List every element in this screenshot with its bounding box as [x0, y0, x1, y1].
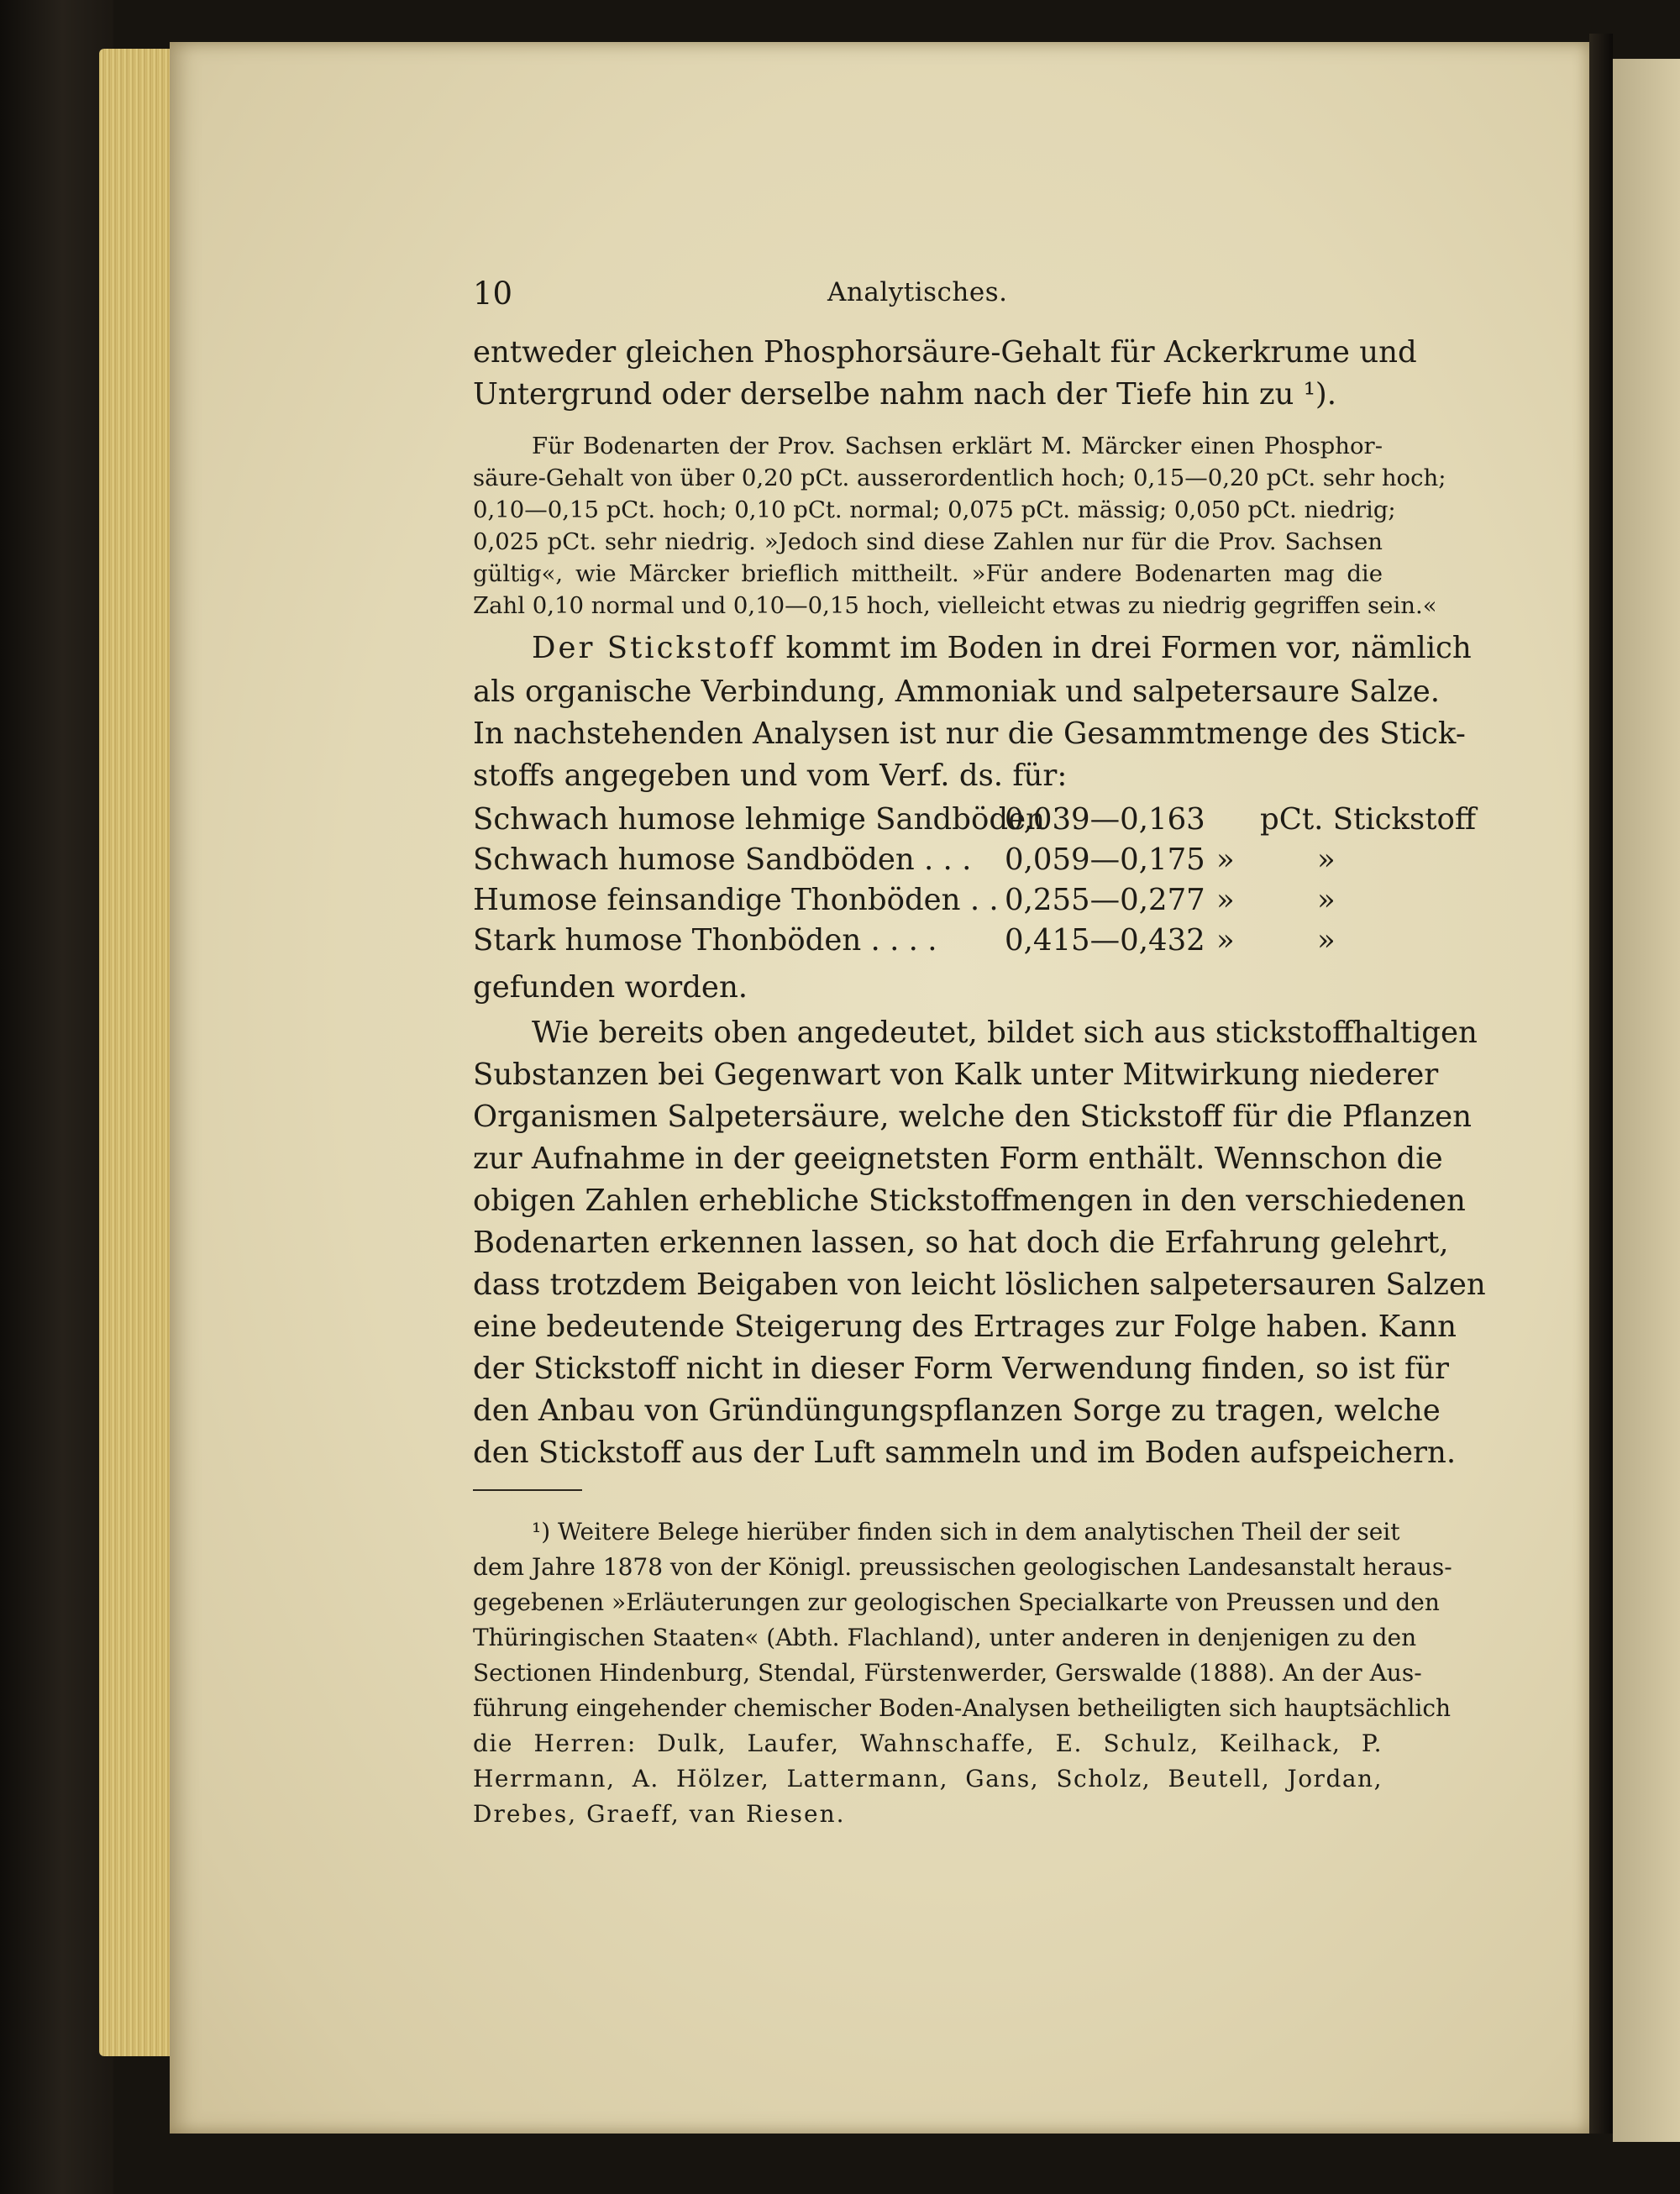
- text-line: als organische Verbindung, Ammoniak und salpetersaure Salze.: [473, 674, 1441, 709]
- ditto-mark: »: [1317, 883, 1336, 917]
- book-gutter: [1589, 34, 1613, 2134]
- text-line: den Anbau von Gründüngungspflanzen Sorge zu tragen, welche: [473, 1394, 1441, 1428]
- soil-type: Stark humose Thonböden . . . .: [473, 923, 937, 958]
- ditto-mark: »: [1216, 842, 1235, 877]
- text-line: entweder gleichen Phosphorsäure-Gehalt für Ackerkrume und: [473, 335, 1417, 370]
- ditto-mark: »: [1216, 883, 1235, 917]
- page-number: 10: [473, 276, 513, 312]
- footnote-rule: [473, 1489, 582, 1491]
- footnote-line: Thüringischen Staaten« (Abth. Flachland), unter anderen in denjenigen zu den: [473, 1624, 1417, 1651]
- note-line: 0,025 pCt. sehr niedrig. »Jedoch sind diese Zahlen nur für die Prov. Sachsen: [473, 528, 1383, 555]
- footnote-line: Drebes, Graeff, van Riesen.: [473, 1800, 846, 1828]
- text-line-rest: kommt im Boden in drei Formen vor, nämlich: [776, 631, 1472, 665]
- text-line: Bodenarten erkennen lassen, so hat doch die Erfahrung gelehrt,: [473, 1226, 1449, 1260]
- soil-type: Schwach humose lehmige Sandböden: [473, 802, 1045, 837]
- emphasis-stickstoff: Der Stickstoff: [532, 631, 777, 665]
- footnote-line: ¹) Weitere Belege hierüber finden sich in dem analytischen Theil der seit: [532, 1518, 1400, 1546]
- text-line: Untergrund oder derselbe nahm nach der Tiefe hin zu ¹).: [473, 377, 1337, 412]
- note-line: gültig«, wie Märcker brieflich mittheilt. »Für andere Bodenarten mag die: [473, 560, 1383, 587]
- note-line: Zahl 0,10 normal und 0,10—0,15 hoch, vielleicht etwas zu niedrig gegriffen sein.«: [473, 592, 1437, 619]
- nitrogen-range: 0,039—0,163: [1005, 802, 1205, 837]
- ditto-mark: »: [1317, 842, 1336, 877]
- text-line: stoffs angegeben und vom Verf. ds. für:: [473, 758, 1068, 793]
- text-line: obigen Zahlen erhebliche Stickstoffmengen in den verschiedenen: [473, 1184, 1466, 1218]
- text-line: Organismen Salpetersäure, welche den Stickstoff für die Pflanzen: [473, 1100, 1472, 1134]
- nitrogen-range: 0,059—0,175: [1005, 842, 1205, 877]
- nitrogen-range: 0,255—0,277: [1005, 883, 1205, 917]
- table-row: [473, 800, 1477, 840]
- text-line: der Stickstoff nicht in dieser Form Verwendung finden, so ist für: [473, 1352, 1450, 1386]
- footnote-line: führung eingehender chemischer Boden-Analysen betheiligten sich hauptsächlich: [473, 1694, 1452, 1722]
- text-line: gefunden worden.: [473, 970, 748, 1005]
- footnote-line: die Herren: Dulk, Laufer, Wahnschaffe, E. Schulz, Keilhack, P.: [473, 1729, 1383, 1757]
- note-line: 0,10—0,15 pCt. hoch; 0,10 pCt. normal; 0,075 pCt. mässig; 0,050 pCt. niedrig;: [473, 496, 1396, 523]
- footnote-line: Sectionen Hindenburg, Stendal, Fürstenwerder, Gerswalde (1888). An der Aus-: [473, 1659, 1422, 1687]
- table-row: [473, 880, 1389, 921]
- text-line: [532, 628, 1472, 669]
- text-line: Substanzen bei Gegenwart von Kalk unter Mitwirkung niederer: [473, 1058, 1439, 1092]
- page-edges: [99, 49, 176, 2056]
- text-line: zur Aufnahme in der geeignetsten Form enthält. Wennschon die: [473, 1142, 1443, 1176]
- unit-label: pCt. Stickstoff: [1260, 802, 1477, 837]
- ditto-mark: »: [1216, 923, 1235, 958]
- table-row: [473, 840, 1389, 880]
- note-line: säure-Gehalt von über 0,20 pCt. ausserordentlich hoch; 0,15—0,20 pCt. sehr hoch;: [473, 465, 1446, 491]
- note-line: Für Bodenarten der Prov. Sachsen erklärt M. Märcker einen Phosphor-: [532, 433, 1383, 459]
- table-row: [473, 921, 1389, 961]
- text-line: eine bedeutende Steigerung des Ertrages zur Folge haben. Kann: [473, 1310, 1457, 1344]
- soil-type: Schwach humose Sandböden . . .: [473, 842, 972, 877]
- text-line: In nachstehenden Analysen ist nur die Gesammtmenge des Stick-: [473, 716, 1466, 751]
- footnote-line: gegebenen »Erläuterungen zur geologischen Specialkarte von Preussen und den: [473, 1588, 1440, 1616]
- nitrogen-range: 0,415—0,432: [1005, 923, 1205, 958]
- running-title: Analytisches.: [827, 277, 1008, 307]
- footnote-line: Herrmann, A. Hölzer, Lattermann, Gans, Scholz, Beutell, Jordan,: [473, 1765, 1383, 1792]
- text-line: dass trotzdem Beigaben von leicht löslichen salpetersauren Salzen: [473, 1268, 1486, 1302]
- book-cover-left: [0, 0, 113, 2194]
- text-line: Wie bereits oben angedeutet, bildet sich aus stickstoffhaltigen: [532, 1016, 1478, 1050]
- footnote-line: dem Jahre 1878 von der Königl. preussischen geologischen Landesanstalt heraus-: [473, 1553, 1452, 1581]
- ditto-mark: »: [1317, 923, 1336, 958]
- facing-page-edge: [1613, 59, 1680, 2142]
- soil-type: Humose feinsandige Thonböden . .: [473, 883, 999, 917]
- text-line: den Stickstoff aus der Luft sammeln und im Boden aufspeichern.: [473, 1436, 1457, 1470]
